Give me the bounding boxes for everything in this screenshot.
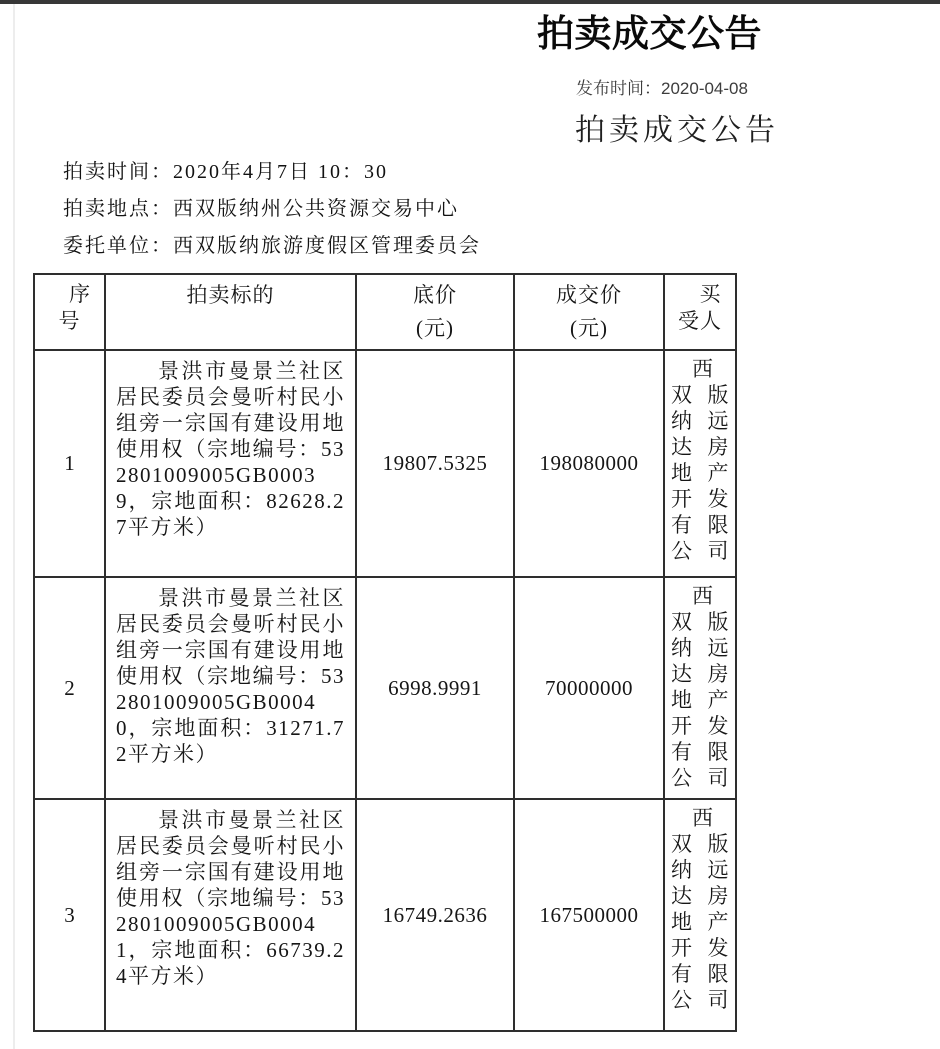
document-meta xyxy=(63,159,481,270)
column-header-auction-subject: 拍卖标的 xyxy=(105,274,356,350)
table-row xyxy=(34,350,736,577)
meta-auction-time: 拍卖时间：2020年4月7日 10：30 xyxy=(63,161,388,183)
column-header-serial-no: 序号 xyxy=(34,274,105,350)
column-header-deal-price xyxy=(514,274,664,350)
cell-serial-no: 1 xyxy=(34,350,105,577)
cell-deal-price: 167500000 xyxy=(514,799,664,1031)
column-header-base-price xyxy=(356,274,514,350)
top-divider-bar xyxy=(0,0,940,4)
cell-auction-subject: 景洪市曼景兰社区居民委员会曼听村民小组旁一宗国有建设用地使用权（宗地编号：532801009005GB00039，宗地面积：82628.27平方米） xyxy=(105,350,356,577)
column-header-deal-price-label: 成交价 xyxy=(556,283,622,307)
column-header-buyer: 买受人 xyxy=(664,274,736,350)
column-header-base-price-unit: (元) xyxy=(416,316,454,340)
cell-auction-subject: 景洪市曼景兰社区居民委员会曼听村民小组旁一宗国有建设用地使用权（宗地编号：532801009005GB00040，宗地面积：31271.72平方米） xyxy=(105,577,356,799)
cell-base-price: 16749.2636 xyxy=(356,799,514,1031)
cell-serial-no: 2 xyxy=(34,577,105,799)
table-row xyxy=(34,577,736,799)
table-row xyxy=(34,799,736,1031)
cell-base-price: 6998.9991 xyxy=(356,577,514,799)
cell-buyer: 西双版纳远达房地产开发有限公司 xyxy=(664,350,736,577)
meta-entrusting-unit: 委托单位：西双版纳旅游度假区管理委员会 xyxy=(63,235,481,257)
table-header-row xyxy=(34,274,736,350)
document-title: 拍卖成交公告 xyxy=(575,114,779,147)
page-left-border xyxy=(13,4,15,1049)
column-header-base-price-label: 底价 xyxy=(413,283,457,307)
cell-buyer: 西双版纳远达房地产开发有限公司 xyxy=(664,577,736,799)
auction-results-table xyxy=(33,273,737,1032)
publish-time: 发布时间：2020-04-08 xyxy=(576,79,748,98)
cell-auction-subject: 景洪市曼景兰社区居民委员会曼听村民小组旁一宗国有建设用地使用权（宗地编号：532801009005GB00041，宗地面积：66739.24平方米） xyxy=(105,799,356,1031)
column-header-deal-price-unit: (元) xyxy=(570,316,608,340)
cell-buyer: 西双版纳远达房地产开发有限公司 xyxy=(664,799,736,1031)
meta-auction-place: 拍卖地点：西双版纳州公共资源交易中心 xyxy=(63,198,459,220)
page-title: 拍卖成交公告 xyxy=(537,13,762,54)
cell-serial-no: 3 xyxy=(34,799,105,1031)
cell-base-price: 19807.5325 xyxy=(356,350,514,577)
cell-deal-price: 198080000 xyxy=(514,350,664,577)
cell-deal-price: 70000000 xyxy=(514,577,664,799)
